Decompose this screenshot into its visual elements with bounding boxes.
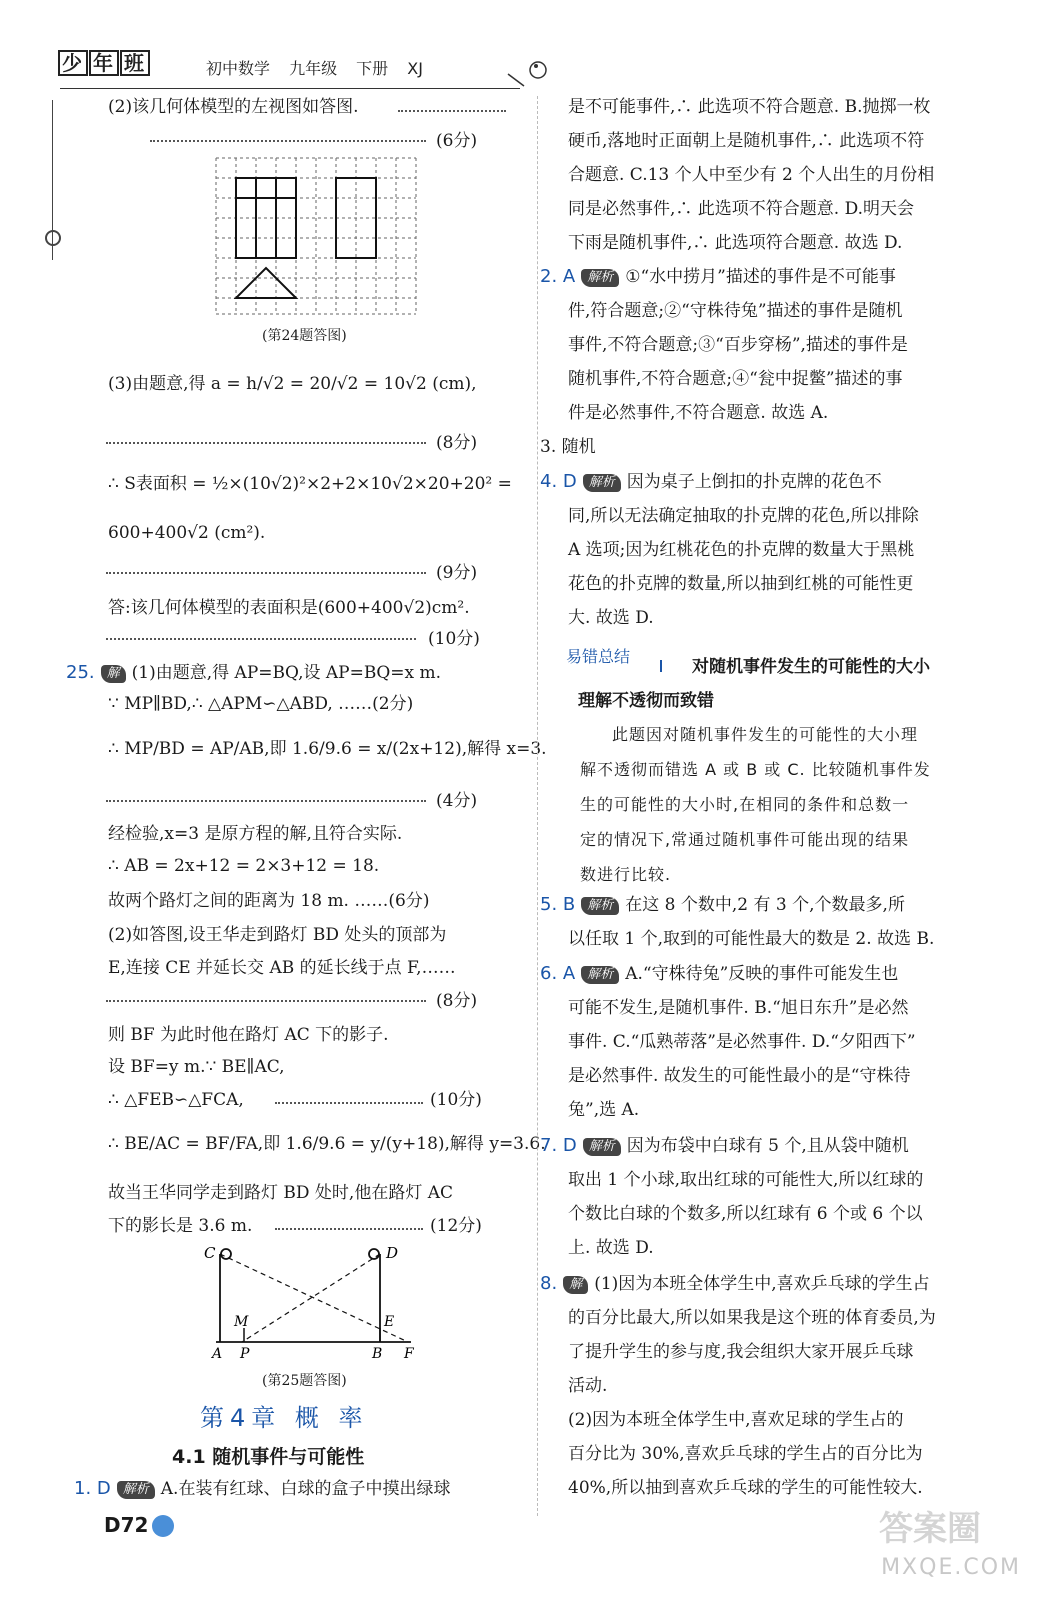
q1-cont-line: 下雨是随机事件,∴ 此选项符合题意. 故选 D. xyxy=(568,233,903,253)
q8-line: 活动. xyxy=(568,1376,608,1396)
q25-line: 下的影长是 3.6 m. xyxy=(108,1216,253,1236)
header-rule xyxy=(60,88,520,89)
score: (12分) xyxy=(430,1216,482,1236)
q3-answer: 3. 随机 xyxy=(540,437,596,457)
q24-part2: (2)该几何体模型的左视图如答图. xyxy=(108,97,359,117)
header-subtitle: 初中数学 九年级 下册 XJ xyxy=(206,59,423,78)
q6-block: 6. A 解析 A.“守株待兔”反映的事件可能发生也 xyxy=(540,963,899,984)
q1-cont-line: 是不可能事件,∴ 此选项不符合题意. B.抛掷一枚 xyxy=(568,97,931,117)
q4-line: 花色的扑克牌的数量,所以抽到红桃的可能性更 xyxy=(568,574,914,594)
label-F: F xyxy=(404,1346,414,1362)
q7-line: 取出 1 个小球,取出红球的可能性大,所以红球的 xyxy=(568,1170,924,1190)
q7-line: 上. 故选 D. xyxy=(568,1238,654,1258)
q2-line: 随机事件,不符合题意;④“瓮中捉鳖”描述的事 xyxy=(568,369,903,389)
q24-surface-area: ∴ S表面积 = ½×(10√2)²×2+2×10√2×20+20² = xyxy=(108,474,512,494)
q2-line: 件,符合题意;②“守株待兔”描述的事件是随机 xyxy=(568,301,903,321)
label-A: A xyxy=(212,1346,223,1362)
q8-line: (2)因为本班全体学生中,喜欢足球的学生占的 xyxy=(568,1410,904,1430)
q25-line: 故当王华同学走到路灯 BD 处时,他在路灯 AC xyxy=(108,1183,454,1203)
watermark-logo: 答案圈 xyxy=(879,1509,981,1549)
error-badge-bar xyxy=(660,660,662,672)
q6-line: 是必然事件. 故发生的可能性最小的是“守株待 xyxy=(568,1066,911,1086)
chapter-title: 第4章 概 率 xyxy=(200,1404,369,1432)
watermark-url: MXQE.COM xyxy=(881,1555,1021,1580)
label-B: B xyxy=(372,1346,383,1362)
score: (6分) xyxy=(436,131,478,151)
label-D: D xyxy=(386,1244,399,1262)
q25-line: ∴ MP/BD = AP/AB,即 1.6/9.6 = x/(2x+12),解得 x=3. xyxy=(108,739,547,759)
q7-block: 7. D 解析 因为布袋中白球有 5 个,且从袋中随机 xyxy=(540,1135,909,1156)
error-summary-line: 定的情况下,常通过随机事件可能出现的结果 xyxy=(580,830,910,849)
score: (9分) xyxy=(436,563,478,583)
fig24-caption: (第24题答图) xyxy=(262,328,347,344)
q25-line: 经检验,x=3 是原方程的解,且符合实际. xyxy=(108,824,403,844)
page-header xyxy=(58,46,518,86)
page-marker-icon xyxy=(152,1515,174,1537)
leader-dots xyxy=(275,1102,423,1104)
q25-line: 设 BF=y m.∵ BE∥AC, xyxy=(108,1057,285,1077)
leader-dots xyxy=(150,140,426,142)
q25-line: ∵ MP∥BD,∴ △APM∽△ABD, ……(2分) xyxy=(108,694,414,714)
q8-line: 百分比为 30%,喜欢乒乓球的学生占的百分比为 xyxy=(568,1444,923,1464)
q25-line: 则 BF 为此时他在路灯 AC 下的影子. xyxy=(108,1025,389,1045)
header-decoration-icon xyxy=(500,52,560,88)
error-summary-line: 解不透彻而错选 A 或 B 或 C. 比较随机事件发 xyxy=(580,760,931,779)
label-P: P xyxy=(240,1346,250,1362)
leader-dots xyxy=(106,442,426,444)
q24-surface-area-result: 600+400√2 (cm²). xyxy=(108,523,266,543)
q1-cont-line: 硬币,落地时正面朝上是随机事件,∴ 此选项不符 xyxy=(568,131,925,151)
error-summary-heading: 对随机事件发生的可能性的大小 xyxy=(692,657,930,677)
fig24-left-view-diagram xyxy=(214,156,418,316)
q2-line: 事件,不符合题意;③“百步穿杨”,描述的事件是 xyxy=(568,335,908,355)
label-C: C xyxy=(204,1244,216,1262)
q4-block: 4. D 解析 因为桌子上倒扣的扑克牌的花色不 xyxy=(540,471,882,492)
score: (10分) xyxy=(428,629,480,649)
fig25-streetlight-diagram xyxy=(196,1240,426,1365)
q25-line: ∴ △FEB∽△FCA, xyxy=(108,1090,244,1110)
q25-line: 故两个路灯之间的距离为 18 m. ……(6分) xyxy=(108,891,430,911)
error-summary-line: 生的可能性的大小时,在相同的条件和总数一 xyxy=(580,795,910,814)
column-divider xyxy=(537,96,538,1516)
leader-dots xyxy=(106,800,426,802)
leader-dots xyxy=(106,572,426,574)
leader-dots xyxy=(275,1228,423,1230)
q8-line: 40%,所以抽到喜欢乒乓球的学生的可能性较大. xyxy=(568,1478,923,1498)
score: (4分) xyxy=(436,791,478,811)
q6-line: 可能不发生,是随机事件. B.“旭日东升”是必然 xyxy=(568,998,909,1018)
label-M: M xyxy=(234,1314,249,1330)
q8-block: 8. 解 (1)因为本班全体学生中,喜欢乒乓球的学生占 xyxy=(540,1273,930,1294)
q8-line: 的百分比最大,所以如果我是这个班的体育委员,为 xyxy=(568,1308,936,1328)
binding-hole-icon xyxy=(45,230,61,246)
brand-logo: 少 年 班 xyxy=(58,50,151,76)
error-summary-line: 此题因对随机事件发生的可能性的大小理 xyxy=(612,725,919,744)
q25-line: (2)如答图,设王华走到路灯 BD 处头的顶部为 xyxy=(108,925,447,945)
q6-line: 兔”,选 A. xyxy=(568,1100,640,1120)
q25-line: ∴ BE/AC = BF/FA,即 1.6/9.6 = y/(y+18),解得 y=3.6. xyxy=(108,1134,546,1154)
q6-line: 事件. C.“瓜熟蒂落”是必然事件. D.“夕阳西下” xyxy=(568,1032,916,1052)
q1-cont-line: 同是必然事件,∴ 此选项不符合题意. D.明天会 xyxy=(568,199,915,219)
q7-line: 个数比白球的个数多,所以红球有 6 个或 6 个以 xyxy=(568,1204,923,1224)
section-title: 4.1 随机事件与可能性 xyxy=(172,1446,365,1468)
q5-line: 以任取 1 个,取到的可能性最大的数是 2. 故选 B. xyxy=(568,929,935,949)
q5-block: 5. B 解析 在这 8 个数中,2 有 3 个,个数最多,所 xyxy=(540,894,905,915)
q25-block: 25. 解 (1)由题意,得 AP=BQ,设 AP=BQ=x m. xyxy=(66,662,442,683)
q4-line: 同,所以无法确定抽取的扑克牌的花色,所以排除 xyxy=(568,506,919,526)
leader-dots xyxy=(398,110,506,112)
q25-line: ∴ AB = 2x+12 = 2×3+12 = 18. xyxy=(108,856,380,876)
q24-part3: (3)由题意,得 a = h/√2 = 20/√2 = 10√2 (cm), xyxy=(108,374,477,394)
score: (8分) xyxy=(436,991,478,1011)
q4-line: 大. 故选 D. xyxy=(568,608,654,628)
q25-line: E,连接 CE 并延长交 AB 的延长线于点 F,…… xyxy=(108,958,456,978)
q24-answer: 答:该几何体模型的表面积是(600+400√2)cm². xyxy=(108,598,470,618)
leader-dots xyxy=(106,638,416,640)
error-summary-badge: 易错总结 xyxy=(566,647,631,666)
error-summary-heading: 理解不透彻而致错 xyxy=(578,691,714,711)
label-E: E xyxy=(384,1314,395,1330)
fig25-caption: (第25题答图) xyxy=(262,1373,347,1389)
q1-cont-line: 合题意. C.13 个人中至少有 2 个人出生的月份相 xyxy=(568,165,935,185)
score: (10分) xyxy=(430,1090,482,1110)
leader-dots xyxy=(106,1000,426,1002)
score: (8分) xyxy=(436,433,478,453)
error-summary-line: 数进行比较. xyxy=(580,865,672,884)
q1-block: 1. D 解析 A.在装有红球、白球的盒子中摸出绿球 xyxy=(74,1478,451,1499)
page-number: D72 xyxy=(104,1513,149,1537)
q2-block: 2. A 解析 ①“水中捞月”描述的事件是不可能事 xyxy=(540,266,896,287)
q4-line: A 选项;因为红桃花色的扑克牌的数量大于黑桃 xyxy=(568,540,915,560)
q2-line: 件是必然事件,不符合题意. 故选 A. xyxy=(568,403,829,423)
q8-line: 了提升学生的参与度,我会组织大家开展乒乓球 xyxy=(568,1342,914,1362)
